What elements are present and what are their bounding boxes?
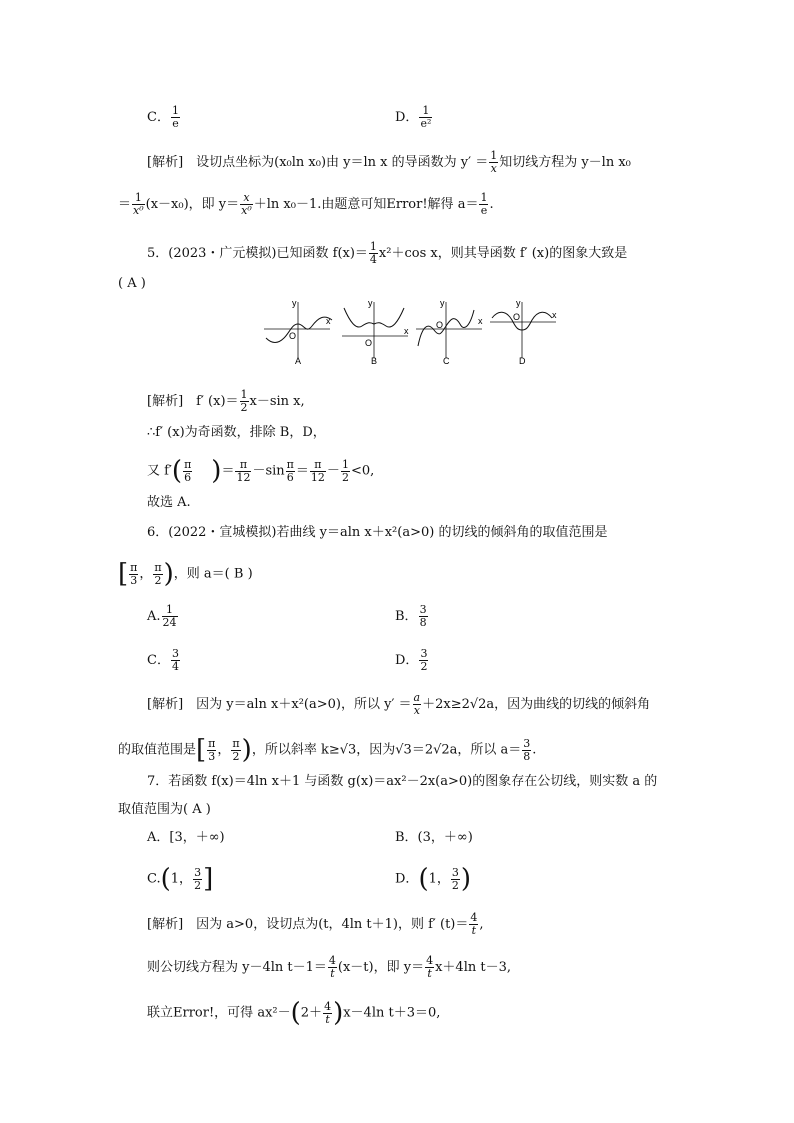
option-label: C． — [147, 110, 170, 125]
q4-option-c — [147, 105, 181, 130]
graph-label-c: C — [443, 356, 450, 366]
q6-option-c: C． $\frac{3}{4}$ — [147, 647, 179, 673]
fraction: $\frac{1}{e}$ — [480, 191, 488, 217]
q7-solution-line2: 则公切线方程为 y－4ln t－1＝ $\frac{4}{t}$ (x－t)，即 y＝ $\frac{4}{t}$ x＋4ln t－3, — [147, 954, 511, 980]
fraction: $\frac{4}{t}$ — [470, 911, 478, 937]
origin-label: O — [289, 331, 297, 341]
option-label: D． — [395, 110, 419, 125]
fraction: $\frac{1}{2}$ — [240, 388, 248, 414]
fraction: $\frac{\pi}{6}$ — [286, 457, 294, 484]
axis-y-label: y — [292, 298, 297, 308]
axis-x-label: x — [404, 326, 409, 336]
origin-label: O — [513, 312, 521, 322]
q5-answer: ( A ) — [118, 276, 146, 291]
fraction: $\frac{\pi}{12}$ — [236, 457, 251, 484]
q5-graphs-figure — [262, 296, 562, 368]
origin-label: O — [436, 320, 444, 330]
origin-label: O — [365, 338, 373, 348]
q6-solution-line2: 的取值范围是[ $\frac{\pi}{3}$ ， $\frac{\pi}{2}$ )，所以斜率 k≥√3，因为√3＝2√2a，所以 a＝ $\frac{3}{8}$ . — [118, 735, 537, 765]
q5-solution-line1: [解析] f′ (x)＝ $\frac{1}{2}$ x－sin x, — [147, 388, 305, 414]
fraction: $\frac{\pi}{2}$ — [154, 560, 162, 587]
fraction: $\frac{3}{2}$ — [194, 865, 202, 892]
axis-y-label: y — [516, 298, 521, 308]
q7-stem-line2: 取值范围为( A ) — [118, 802, 211, 817]
q7-option-d: D．(1， $\frac{3}{2}$ ) — [395, 864, 472, 894]
graph-label-d: D — [519, 356, 526, 366]
fraction: $\frac{3}{4}$ — [171, 647, 179, 673]
axis-x-label: x — [478, 316, 483, 326]
fraction: $\frac{4}{t}$ — [426, 954, 434, 980]
q7-option-b: B．(3，＋∞) — [395, 830, 473, 845]
fraction: $\frac{3}{8}$ — [419, 603, 427, 629]
curve-a — [266, 317, 332, 342]
q5-solution-line3: 又 f′( $\frac{\pi}{6}$ )＝ $\frac{\pi}{12}$ －sin $\frac{\pi}{6}$ ＝ $\frac{\pi}{12}$ － $\frac{1}{2}$ <0, — [147, 456, 375, 486]
q6-option-b: B． $\frac{3}{8}$ — [395, 603, 427, 629]
fraction: $\frac{1}{24}$ — [162, 603, 177, 629]
q5-solution-line4: 故选 A. — [147, 495, 191, 510]
axis-y-label: y — [368, 298, 373, 308]
graph-label-a: A — [295, 356, 302, 366]
graph-b — [342, 298, 409, 366]
q4-analysis-line2: ＝ $\frac{1}{\text{x⁰}}$ (x－x₀)，即 y＝ $\frac{x}{\text{x⁰}}$ ＋ln x₀－1.由题意可知Error!解得 a＝ $\frac{1}{e}$ . — [118, 191, 494, 217]
fraction: $\frac{\pi}{3}$ — [208, 736, 216, 763]
q7-stem-line1: 7．若函数 f(x)＝4ln x＋1 与函数 g(x)＝ax²－2x(a>0)的图象存在公切线，则实数 a 的 — [147, 774, 658, 789]
q5-solution-line2: ∴f′ (x)为奇函数，排除 B，D， — [147, 425, 326, 440]
fraction: $\frac{a}{x}$ — [413, 691, 421, 717]
graph-d — [490, 298, 557, 366]
fraction: $\frac{\pi}{12}$ — [310, 457, 325, 484]
fraction: $\frac{4}{t}$ — [324, 999, 332, 1026]
fraction: $\frac{1}{\text{x⁰}}$ — [133, 191, 144, 217]
fraction: $\frac{1}{\text{e²}}$ — [420, 104, 432, 130]
q5-stem: 5．(2023・广元模拟)已知函数 f(x)＝ $\frac{1}{4}$ x²＋cos x，则其导函数 f′ (x)的图象大致是 — [147, 240, 628, 266]
q6-solution-line1: [解析] 因为 y＝aln x＋x²(a>0)，所以 y′ ＝ $\frac{a}{x}$ ＋2x≥2√2a，因为曲线的切线的倾斜角 — [147, 691, 651, 717]
q7-solution-line3: 联立Error!，可得 ax²－(2＋ $\frac{4}{t}$ )x－4ln t＋3＝0, — [147, 998, 441, 1028]
fraction: $\frac{\pi}{6}$ — [184, 457, 192, 484]
fraction: $\frac{1}{x}$ — [490, 149, 498, 175]
graph-a — [264, 298, 332, 366]
fraction: $\frac{3}{2}$ — [420, 647, 428, 673]
fraction: $\frac{1}{2}$ — [341, 457, 349, 484]
q6-option-a: A. $\frac{1}{24}$ — [147, 603, 177, 629]
fraction: $\frac{1}{e}$ — [171, 104, 179, 130]
fraction: $\frac{3}{2}$ — [451, 865, 459, 892]
axis-y-label: y — [440, 298, 445, 308]
fraction: $\frac{1}{4}$ — [369, 240, 377, 266]
graph-label-b: B — [371, 356, 378, 366]
q7-solution-line1: [解析] 因为 a>0，设切点为(t，4ln t＋1)，则 f′ (t)＝ $\frac{4}{t}$ , — [147, 911, 484, 937]
q4-option-d — [395, 105, 433, 130]
fraction: $\frac{4}{t}$ — [328, 954, 336, 980]
axis-x-label: x — [326, 316, 331, 326]
fraction: $\frac{x}{\text{x⁰}}$ — [241, 191, 252, 217]
q6-stem: 6．(2022・宣城模拟)若曲线 y＝aln x＋x²(a>0) 的切线的倾斜角的取值范围是 — [147, 525, 608, 540]
fraction: $\frac{3}{8}$ — [523, 736, 531, 763]
fraction: $\frac{\pi}{3}$ — [130, 560, 138, 587]
q6-stem-range: [ $\frac{\pi}{3}$ ， $\frac{\pi}{2}$ )，则 a＝( B ) — [118, 559, 253, 589]
q7-option-a: A．[3，＋∞) — [147, 830, 225, 845]
q4-analysis-line1: [解析] 设切点坐标为(x₀ln x₀)由 y＝ln x 的导函数为 y′ ＝ $\frac{1}{x}$ 知切线方程为 y－ln x₀ — [147, 149, 631, 175]
axis-x-label: x — [552, 310, 557, 320]
q7-option-c: C.(1， $\frac{3}{2}$ ] — [147, 864, 214, 894]
fraction: $\frac{\pi}{2}$ — [232, 736, 240, 763]
graph-c — [416, 298, 483, 366]
q6-option-d: D． $\frac{3}{2}$ — [395, 647, 428, 673]
